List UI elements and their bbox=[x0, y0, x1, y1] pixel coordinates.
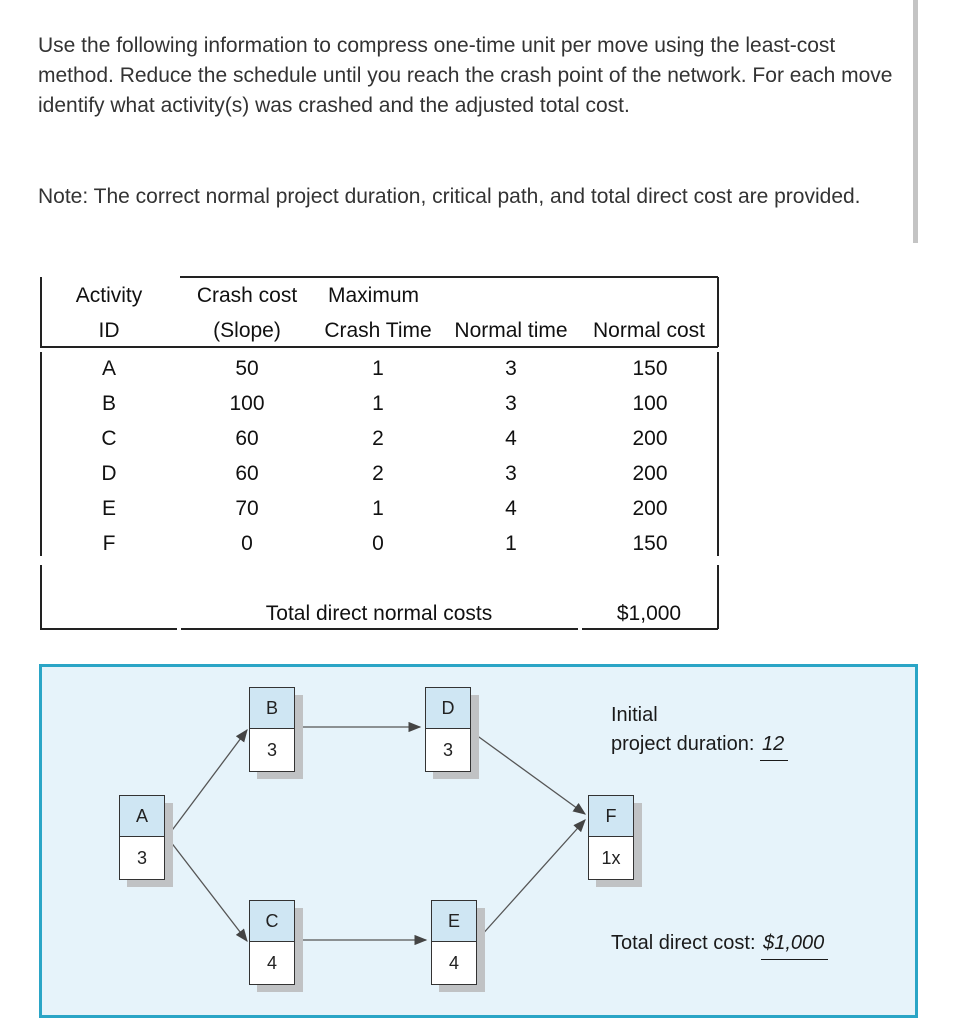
column-divider bbox=[177, 628, 181, 630]
table-bottom-rule bbox=[40, 628, 718, 630]
cell-normal-cost: 200 bbox=[632, 462, 668, 485]
network-diagram bbox=[39, 664, 918, 1018]
table-left-border bbox=[40, 277, 42, 347]
node-f-id: F bbox=[588, 795, 634, 836]
cell-max-crash: 1 bbox=[372, 357, 384, 380]
cell-normal-time: 4 bbox=[505, 497, 517, 520]
node-d-duration: 3 bbox=[425, 728, 471, 772]
header-maximum: Maximum bbox=[328, 284, 420, 307]
table-left-border bbox=[40, 352, 42, 556]
table-right-border bbox=[717, 565, 719, 629]
node-f-duration: 1x bbox=[588, 836, 634, 880]
header-activity: Activity bbox=[75, 284, 143, 307]
arrow-a-c bbox=[167, 837, 247, 941]
node-e-duration: 4 bbox=[431, 941, 477, 985]
arrow-e-f bbox=[480, 820, 585, 937]
column-divider bbox=[578, 628, 582, 630]
duration-label-line2: project duration: bbox=[611, 733, 755, 755]
cell-slope: 0 bbox=[241, 532, 253, 555]
cell-normal-cost: 200 bbox=[632, 427, 668, 450]
cell-id: E bbox=[101, 497, 117, 520]
cell-slope: 50 bbox=[235, 357, 259, 380]
cell-max-crash: 0 bbox=[372, 532, 384, 555]
cell-normal-cost: 150 bbox=[632, 357, 668, 380]
node-c-duration: 4 bbox=[249, 941, 295, 985]
cell-normal-cost: 150 bbox=[632, 532, 668, 555]
node-a-duration: 3 bbox=[119, 836, 165, 880]
node-b-id: B bbox=[249, 687, 295, 728]
table-right-border bbox=[717, 352, 719, 556]
header-normal-cost: Normal cost bbox=[592, 319, 706, 342]
cell-max-crash: 1 bbox=[372, 392, 384, 415]
header-crash-cost: Crash cost bbox=[196, 284, 298, 307]
cell-normal-cost: 100 bbox=[632, 392, 668, 415]
duration-label-line1: Initial bbox=[611, 704, 658, 726]
node-a-id: A bbox=[119, 795, 165, 836]
cell-normal-cost: 200 bbox=[632, 497, 668, 520]
cell-slope: 70 bbox=[235, 497, 259, 520]
cell-max-crash: 2 bbox=[372, 427, 384, 450]
duration-label bbox=[611, 701, 788, 761]
cell-normal-time: 1 bbox=[505, 532, 517, 555]
table-left-border bbox=[40, 565, 42, 629]
arrow-a-b bbox=[167, 730, 247, 837]
cell-slope: 100 bbox=[229, 392, 265, 415]
table-right-border bbox=[717, 277, 719, 347]
node-d-id: D bbox=[425, 687, 471, 728]
node-e-id: E bbox=[431, 900, 477, 941]
cell-normal-time: 3 bbox=[505, 462, 517, 485]
header-slope: (Slope) bbox=[213, 319, 281, 342]
header-crash-time: Crash Time bbox=[324, 319, 432, 342]
cell-normal-time: 3 bbox=[505, 392, 517, 415]
cell-slope: 60 bbox=[235, 427, 259, 450]
node-b-duration: 3 bbox=[249, 728, 295, 772]
total-cost-label bbox=[611, 929, 828, 960]
cell-slope: 60 bbox=[235, 462, 259, 485]
total-cost-text: Total direct cost: bbox=[611, 932, 756, 954]
cell-normal-time: 3 bbox=[505, 357, 517, 380]
note-paragraph: Note: The correct normal project duration, critical path, and total direct cost are provided. bbox=[38, 185, 861, 208]
header-activity-id: ID bbox=[98, 319, 120, 342]
node-c-id: C bbox=[249, 900, 295, 941]
total-value: $1,000 bbox=[616, 602, 682, 625]
scrollbar[interactable] bbox=[913, 0, 918, 243]
duration-value: 12 bbox=[760, 730, 788, 761]
table-header-rule bbox=[40, 346, 718, 348]
cell-id: C bbox=[101, 427, 117, 450]
instructions-paragraph: Use the following information to compress one-time unit per move using the least-cost method. Reduce the schedule until you reach the crash point of the network. For each move identify what activity(s) was crashed and the adjusted total cost. bbox=[38, 34, 893, 117]
cell-max-crash: 2 bbox=[372, 462, 384, 485]
table-top-rule bbox=[180, 276, 718, 278]
total-label: Total direct normal costs bbox=[265, 602, 493, 625]
cell-id: F bbox=[102, 532, 116, 555]
cell-id: D bbox=[101, 462, 117, 485]
total-cost-value: $1,000 bbox=[761, 929, 828, 960]
cell-max-crash: 1 bbox=[372, 497, 384, 520]
cell-id: B bbox=[101, 392, 117, 415]
cell-id: A bbox=[101, 357, 117, 380]
arrow-d-f bbox=[472, 732, 585, 814]
header-normal-time: Normal time bbox=[454, 319, 568, 342]
cell-normal-time: 4 bbox=[505, 427, 517, 450]
